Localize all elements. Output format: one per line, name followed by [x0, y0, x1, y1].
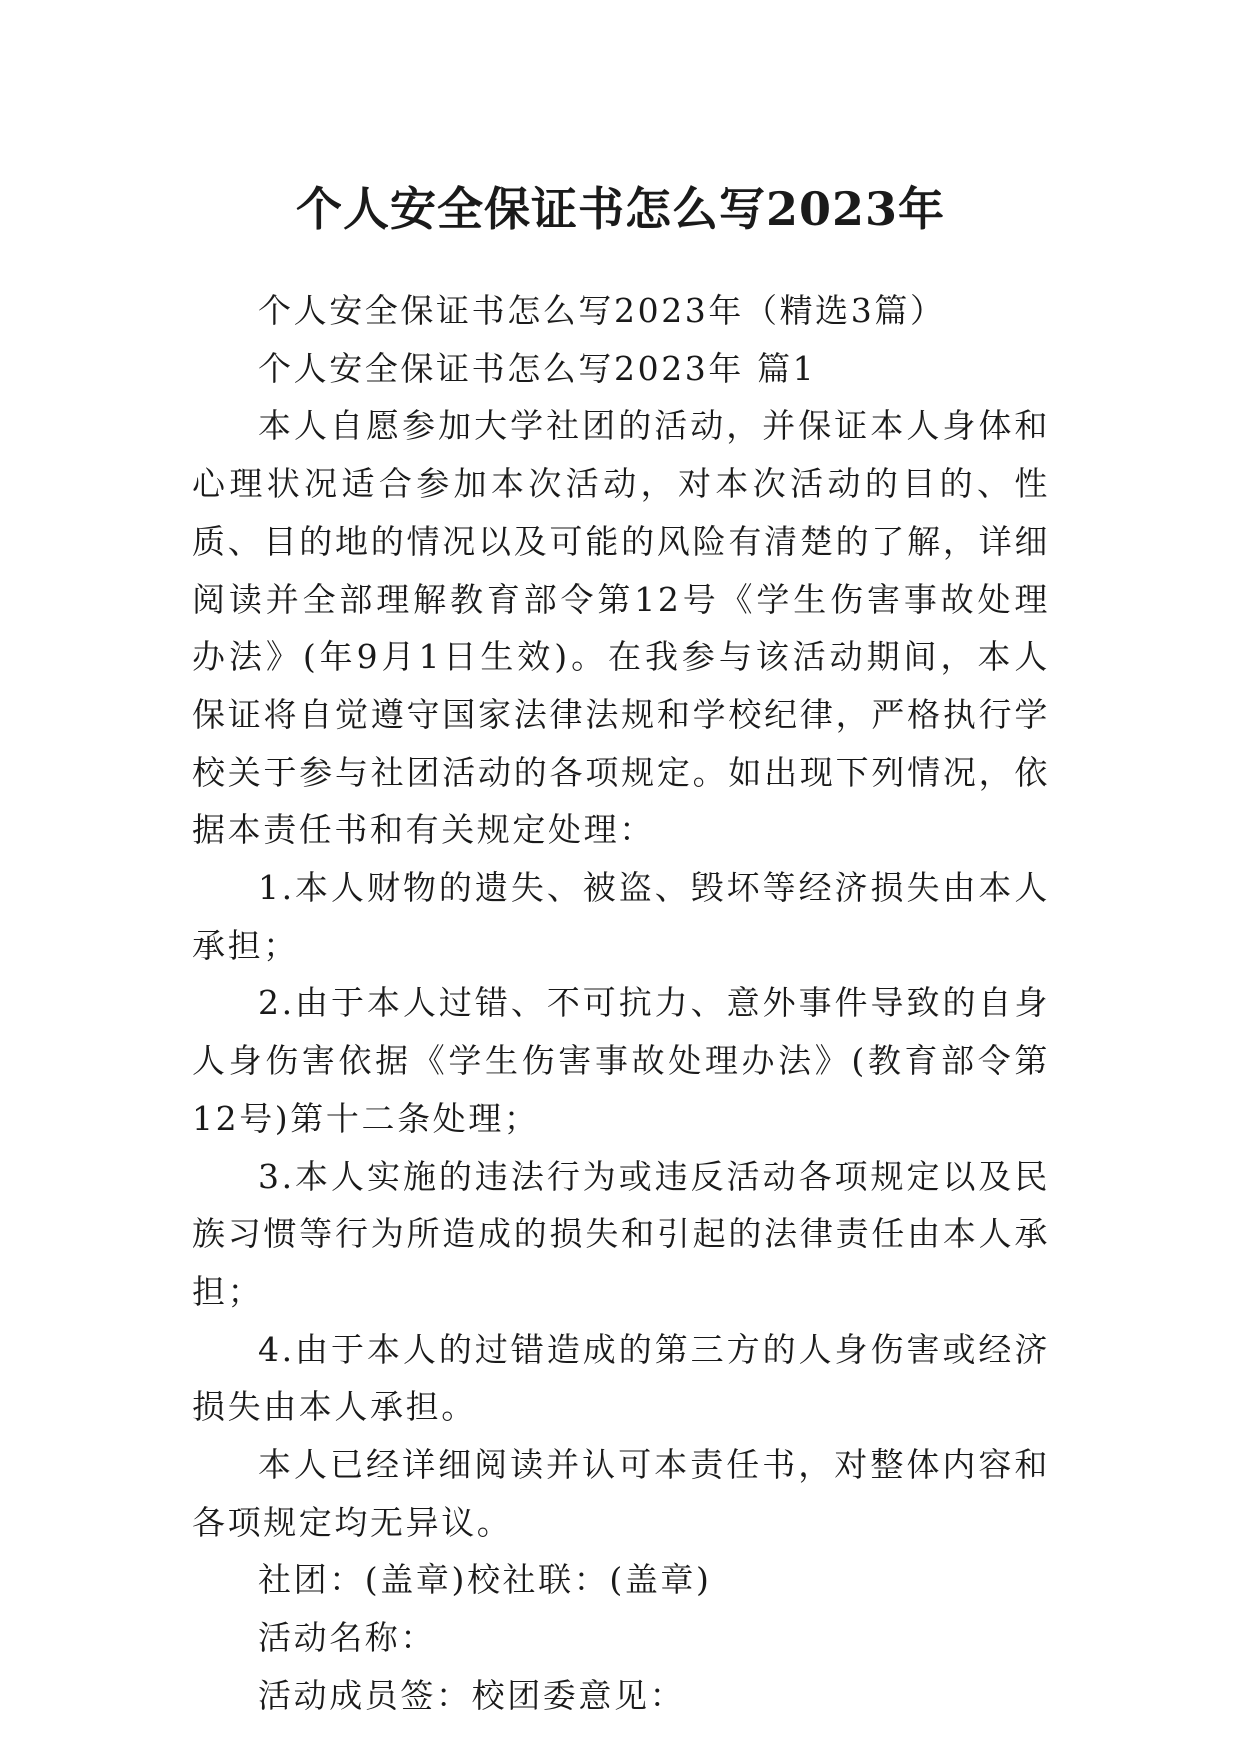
- paragraph-intro: 本人自愿参加大学社团的活动，并保证本人身体和心理状况适合参加本次活动，对本次活动的目的、性质、目的地的情况以及可能的风险有清楚的了解，详细阅读并全部理解教育部令第12号《学生伤害事故处理办法》(年9月1日生效)。在我参与该活动期间，本人保证将自觉遵守国家法律法规和学校纪律，严格执行学校关于参与社团活动的各项规定。如出现下列情况，依据本责任书和有关规定处理：: [192, 406, 1050, 850]
- paragraph-signature-line: 活动成员签：校团委意见：: [258, 1675, 686, 1715]
- paragraph-stamp-line: 社团：(盖章)校社联：(盖章): [258, 1560, 712, 1600]
- document-title: 个人安全保证书怎么写2023年: [295, 181, 946, 236]
- paragraph-item-2: 2.由于本人过错、不可抗力、意外事件导致的自身人身伤害依据《学生伤害事故处理办法》(教育部令第12号)第十二条处理；: [192, 983, 1050, 1138]
- paragraph-acknowledgement: 本人已经详细阅读并认可本责任书，对整体内容和各项规定均无异议。: [192, 1445, 1050, 1542]
- paragraph-item-4: 4.由于本人的过错造成的第三方的人身伤害或经济损失由本人承担。: [192, 1329, 1050, 1427]
- paragraph-item-1: 1.本人财物的遗失、被盗、毁坏等经济损失由本人承担；: [192, 868, 1050, 965]
- paragraph-subtitle: 个人安全保证书怎么写2023年（精选3篇）: [258, 291, 946, 330]
- paragraph-section-heading: 个人安全保证书怎么写2023年 篇1: [258, 348, 817, 388]
- document-body: [192, 282, 1050, 1725]
- paragraph-item-3: 3.本人实施的违法行为或违反活动各项规定以及民族习惯等行为所造成的损失和引起的法律责任由本人承担；: [192, 1156, 1050, 1311]
- paragraph-activity-name: 活动名称：: [258, 1618, 436, 1658]
